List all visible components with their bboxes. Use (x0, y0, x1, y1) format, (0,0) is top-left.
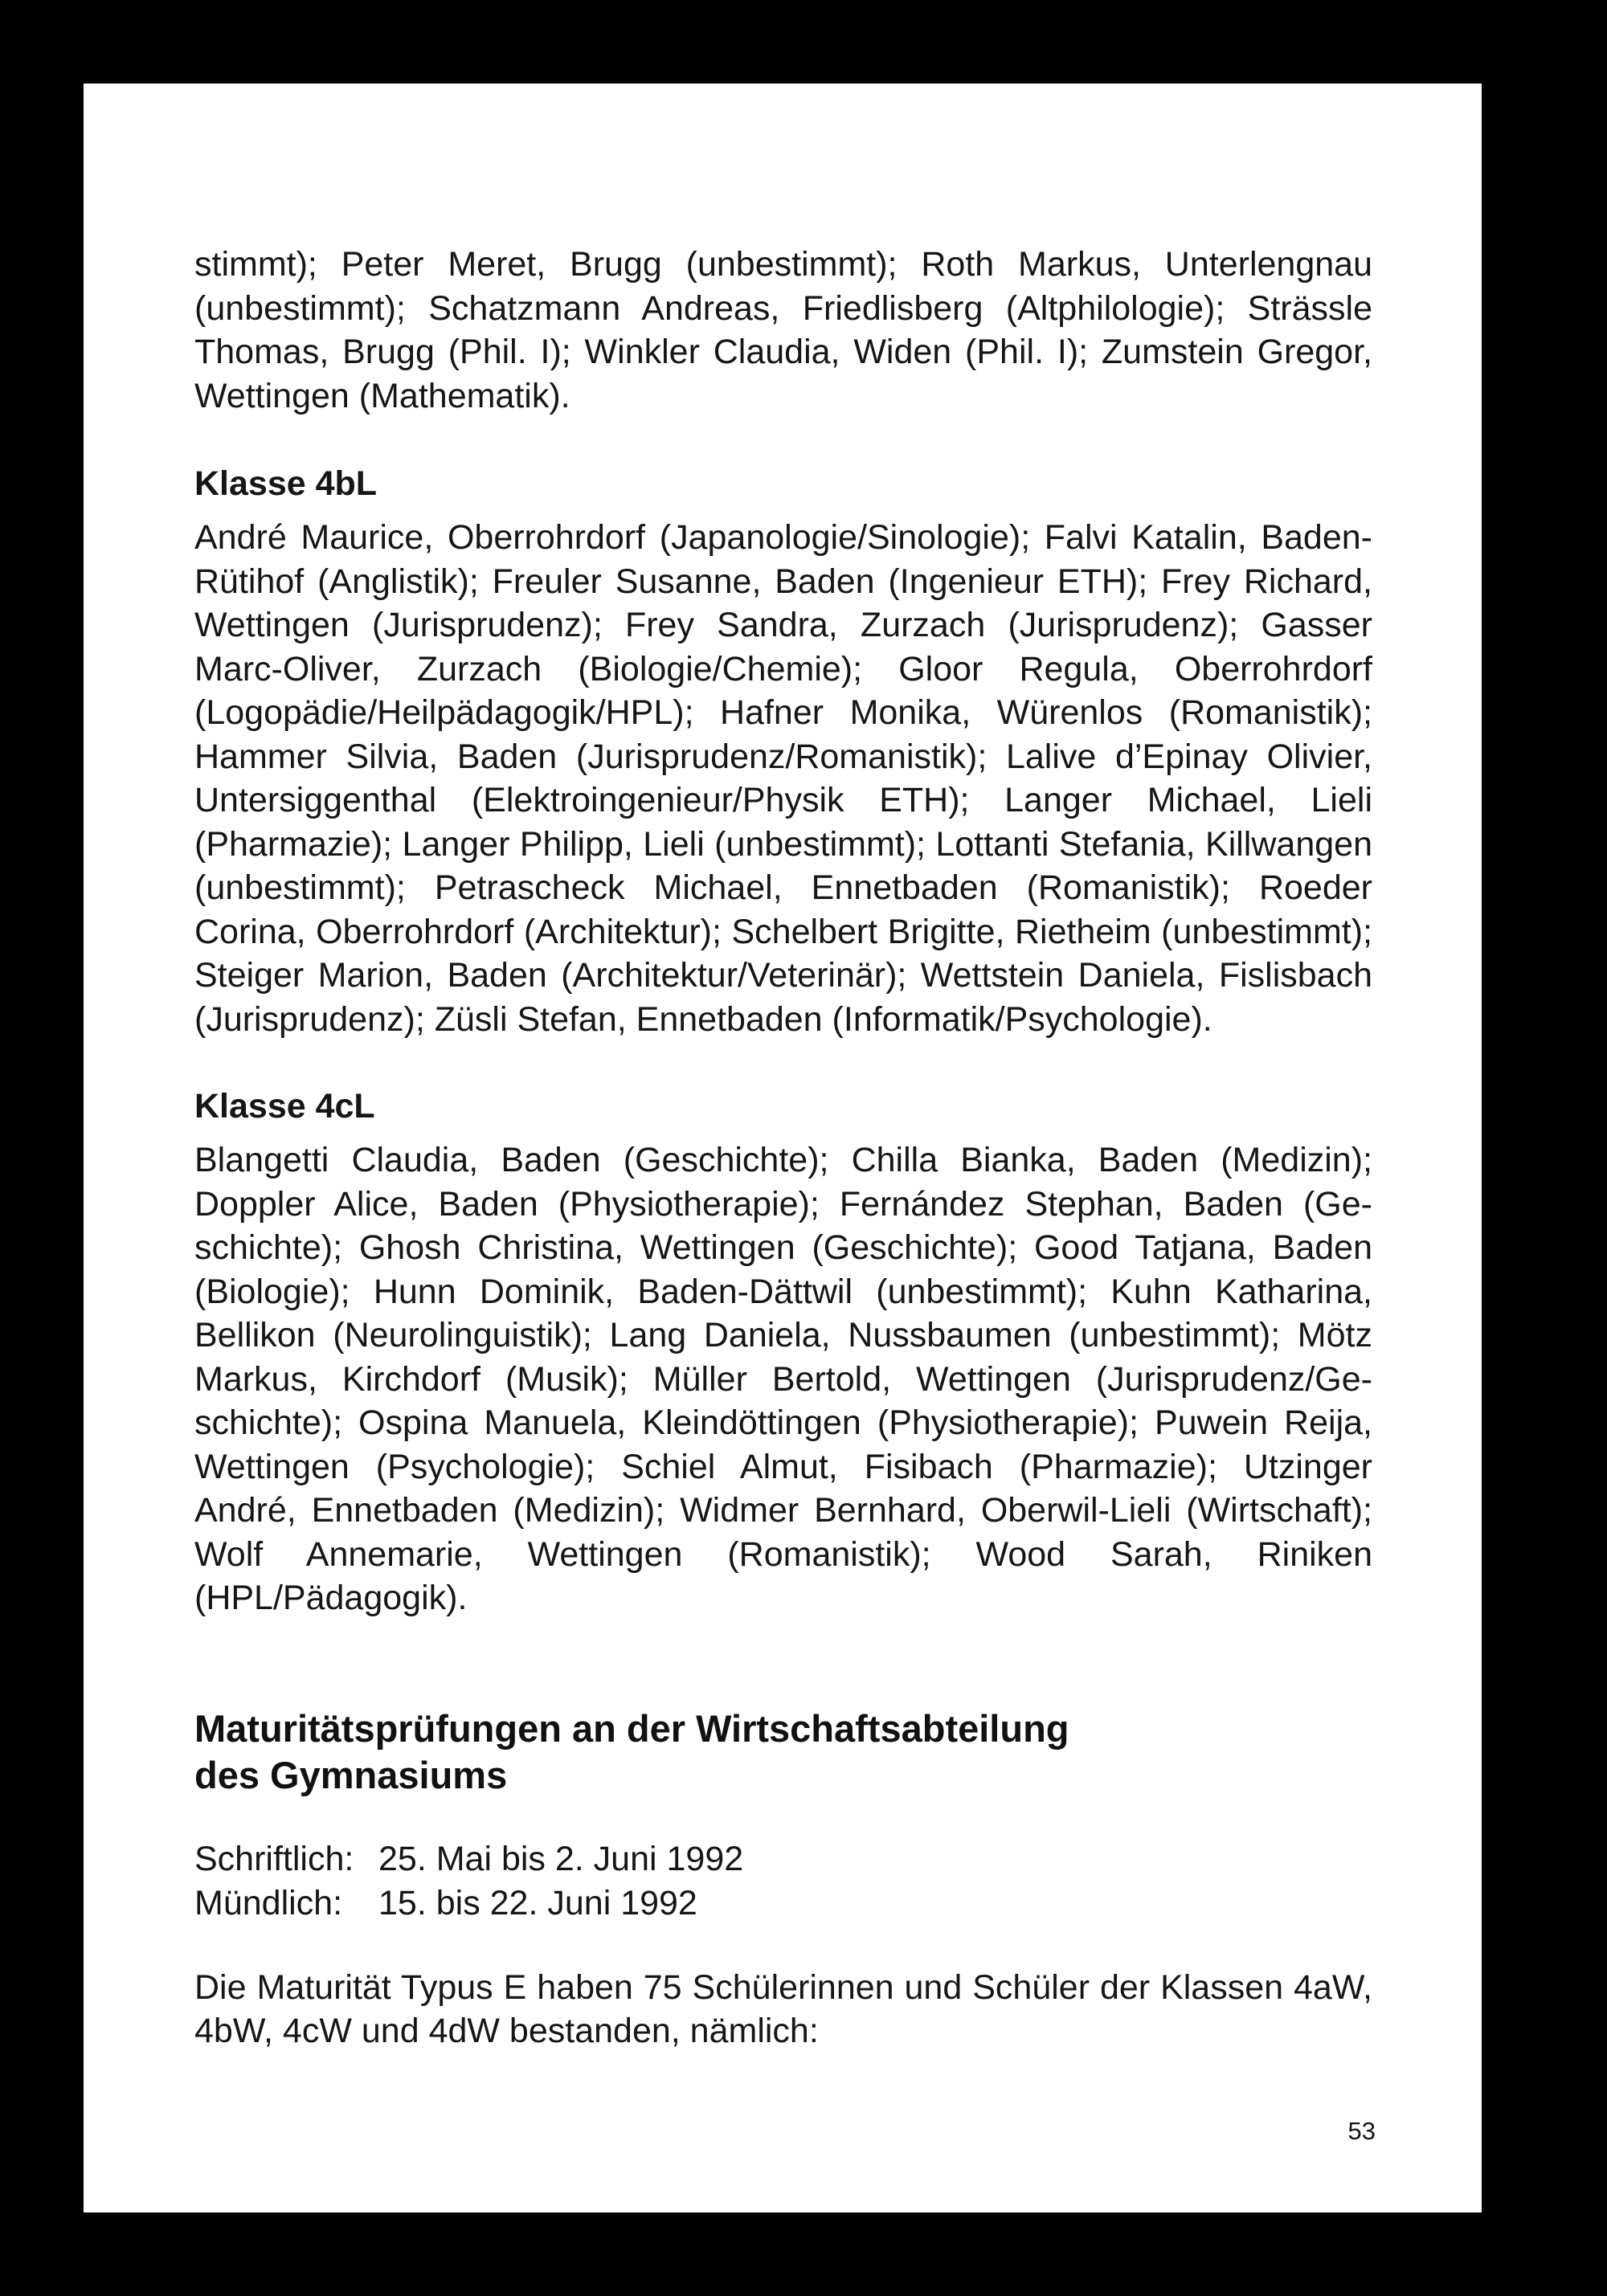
class-list-4cl: Blangetti Claudia, Baden (Geschichte); Chilla Bianka, Baden (Medizin); Doppler Alice, Baden (Physiotherapie); Fernández Stephan, Baden (Geschichte); Ghosh Christina, Wettingen (Geschichte); Good Tatjana, Baden (Biologie); Hunn Dominik, Baden-Dättwil (unbestimmt); Kuhn Katharina, Bellikon (Neurolinguistik); Lang Daniela, Nussbaumen (unbestimmt); Mötz Markus, Kirchdorf (Musik); Müller Bertold, Wettingen (Jurisprudenz/Geschichte); Ospina Manuela, Kleindöttingen (Physiotherapie); Puwein Reija, Wettingen (Psychologie); Schiel Almut, Fisibach (Pharmazie); Utzinger André, Ennetbaden (Medizin); Widmer Bernhard, Oberwil-Lieli (Wirtschaft); Wolf Annemarie, Wettingen (Romanistik); Wood Sarah, Riniken (HPL/Pädagogik). (194, 1141, 1372, 1617)
schedule-row-written (194, 1837, 1372, 1881)
schedule-label: Schriftlich: (194, 1839, 354, 1878)
page-content (194, 243, 1372, 2053)
schedule-row-oral (194, 1881, 1372, 1926)
page-number: 53 (1347, 2117, 1376, 2145)
intro-paragraph: stimmt); Peter Meret, Brugg (unbestimmt); Roth Markus, Unterlengnau (unbestimmt); Schatzmann Andreas, Friedlisberg (Altphilologie); Strässle Thomas, Brugg (Phil. I); Winkler Claudia, Widen (Phil. I); Zumstein Gregor, Wettingen (Mathematik). (194, 245, 1372, 415)
schedule-label: Mündlich: (194, 1883, 343, 1922)
schedule-value: 25. Mai bis 2. Juni 1992 (378, 1839, 744, 1878)
section-title (194, 1706, 1372, 1799)
class-heading-4bl: Klasse 4bL (194, 464, 378, 503)
closing-paragraph: Die Maturität Typus E haben 75 Schülerinnen und Schüler der Klassen 4aW, 4bW, 4cW und 4dW bestanden, nämlich: (194, 1967, 1372, 2050)
document-page (84, 84, 1482, 2212)
schedule-value: 15. bis 22. Juni 1992 (378, 1883, 697, 1922)
class-list-4bl: André Maurice, Oberrohrdorf (Japanologie/Sinologie); Falvi Katalin, Baden-Rütihof (Anglistik); Freuler Susanne, Baden (Ingenieur ETH); Frey Richard, Wettingen (Jurisprudenz); Frey Sandra, Zurzach (Jurisprudenz); Gasser Marc-Oliver, Zurzach (Biologie/Chemie); Gloor Regula, Oberrohrdorf (Logopädie/Heilpädagogik/HPL); Hafner Monika, Würenlos (Romanistik); Hammer Silvia, Baden (Jurisprudenz/Romanistik); Lalive d’Epinay Olivier, Untersiggenthal (Elektroingenieur/Physik ETH); Langer Michael, Lieli (Pharmazie); Langer Philipp, Lieli (unbestimmt); Lottanti Stefania, Killwangen (unbestimmt); Petrascheck Michael, Ennetbaden (Romanistik); Roeder Corina, Oberrohrdorf (Architektur); Schelbert Brigitte, Rietheim (unbestimmt); Steiger Marion, Baden (Architektur/Veterinär); Wettstein Daniela, Fislisbach (Jurisprudenz); Züsli Stefan, Ennetbaden (Informatik/Psychologie). (194, 518, 1372, 1039)
exam-schedule (194, 1837, 1372, 1926)
section-title-line-1: Maturitätsprüfungen an der Wirtschaftsabteilung (194, 1706, 1069, 1750)
section-title-line-2: des Gymnasiums (194, 1753, 508, 1796)
class-heading-4cl: Klasse 4cL (194, 1087, 375, 1126)
